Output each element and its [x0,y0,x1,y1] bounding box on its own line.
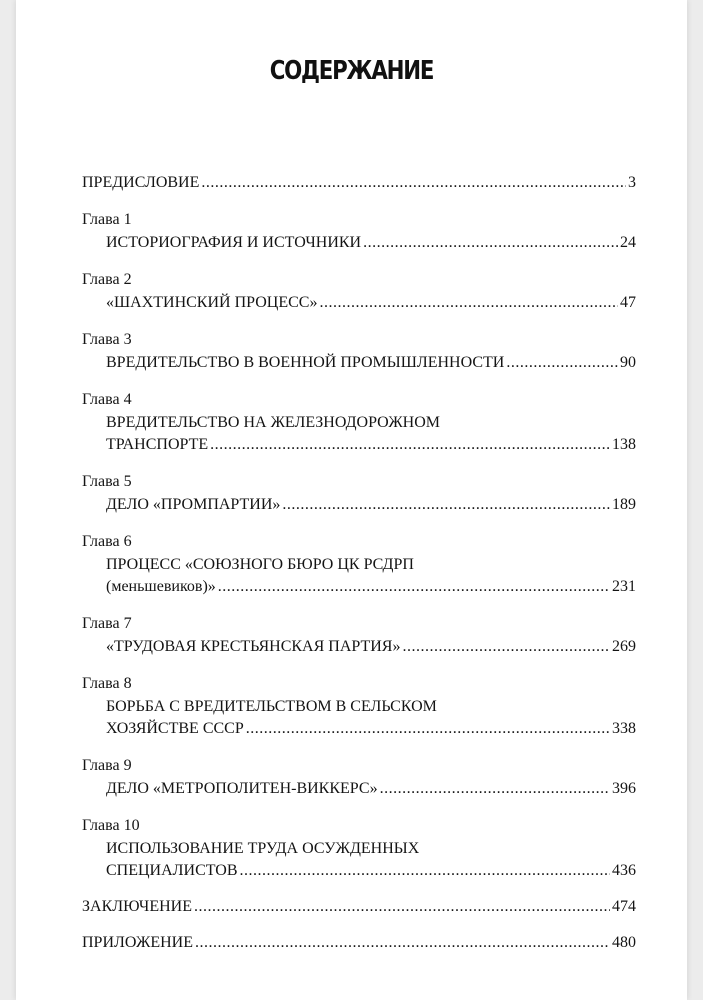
toc-page-number: 436 [612,862,636,879]
dot-leader [201,172,626,194]
toc-line [82,576,636,598]
toc-page-number: 3 [628,174,636,191]
chapter-title: ВРЕДИТЕЛЬСТВО В ВОЕННОЙ ПРОМЫШЛЕННОСТИ [106,354,505,371]
toc-page-number: 231 [612,578,636,595]
toc-entry-title: ПРЕДИСЛОВИЕ [82,174,200,191]
toc-entry-chapter [82,388,636,456]
toc-entry-title: ЗАКЛЮЧЕНИЕ [82,898,192,915]
dot-leader [402,636,610,658]
toc-page-number: 480 [612,934,636,951]
toc-page-number: 338 [612,720,636,737]
toc-line [82,232,636,254]
chapter-title-line: БОРЬБА С ВРЕДИТЕЛЬСТВОМ В СЕЛЬСКОМ [106,698,437,715]
dot-leader [218,576,610,598]
chapter-label: Глава 9 [82,757,132,774]
chapter-label: Глава 10 [82,817,140,834]
toc-page-number: 474 [612,898,636,915]
chapter-label: Глава 6 [82,533,132,550]
chapter-label: Глава 4 [82,391,132,408]
chapter-title-line: ПРОЦЕСС «СОЮЗНОГО БЮРО ЦК РСДРП [106,556,414,573]
dot-leader [363,232,618,254]
toc-entry-chapter [82,672,636,740]
chapter-title-continued: СПЕЦИАЛИСТОВ [106,862,238,879]
chapter-title: ДЕЛО «МЕТРОПОЛИТЕН-ВИККЕРС» [106,780,378,797]
toc-entry-preface [82,172,636,194]
toc-line [82,860,636,882]
dot-leader [380,778,610,800]
toc-entry-conclusion [82,896,636,918]
dot-leader [282,494,610,516]
dot-leader [506,352,618,374]
chapter-label: Глава 2 [82,271,132,288]
toc-page-number: 90 [620,354,636,371]
toc-line [82,172,636,194]
toc-line [82,352,636,374]
dot-leader [194,896,610,918]
toc-entry-chapter [82,612,636,658]
toc-page-number: 47 [620,294,636,311]
dot-leader [246,718,610,740]
toc-line [82,292,636,314]
chapter-title: «ТРУДОВАЯ КРЕСТЬЯНСКАЯ ПАРТИЯ» [106,638,401,655]
toc-entry-chapter [82,530,636,598]
chapter-title: «ШАХТИНСКИЙ ПРОЦЕСС» [106,294,318,311]
toc-page-number: 396 [612,780,636,797]
toc-page-number: 189 [612,496,636,513]
chapter-title-line: ВРЕДИТЕЛЬСТВО НА ЖЕЛЕЗНОДОРОЖНОМ [106,414,441,431]
toc-entry-chapter [82,814,636,882]
toc-line [82,636,636,658]
toc-entry-chapter [82,208,636,254]
chapter-title-line: ИСПОЛЬЗОВАНИЕ ТРУДА ОСУЖДЕННЫХ [106,840,420,857]
dot-leader [319,292,618,314]
toc-entry-chapter [82,268,636,314]
toc-line [82,718,636,740]
chapter-title: ИСТОРИОГРАФИЯ И ИСТОЧНИКИ [106,234,362,251]
toc-entry-chapter [82,328,636,374]
chapter-label: Глава 5 [82,473,132,490]
toc-line [82,896,636,918]
toc-entry-appendix [82,932,636,954]
toc-line [82,494,636,516]
chapter-title: ДЕЛО «ПРОМПАРТИИ» [106,496,281,513]
document-page [16,0,687,1000]
dot-leader [195,932,610,954]
toc-entry-chapter [82,470,636,516]
chapter-title-continued: (меньшевиков)» [106,578,216,595]
dot-leader [210,434,610,456]
chapter-label: Глава 1 [82,211,132,228]
chapter-label: Глава 7 [82,615,132,632]
table-of-contents [82,172,636,968]
chapter-title-continued: ТРАНСПОРТЕ [106,436,209,453]
chapter-label: Глава 3 [82,331,132,348]
toc-entry-chapter [82,754,636,800]
toc-page-number: 269 [612,638,636,655]
dot-leader [240,860,610,882]
toc-line [82,932,636,954]
chapter-title-continued: ХОЗЯЙСТВЕ СССР [106,720,244,737]
toc-page-number: 24 [620,234,636,251]
toc-line [82,778,636,800]
toc-page-number: 138 [612,436,636,453]
chapter-label: Глава 8 [82,675,132,692]
toc-line [82,434,636,456]
page-title: СОДЕРЖАНИЕ [269,56,434,86]
toc-entry-title: ПРИЛОЖЕНИЕ [82,934,194,951]
